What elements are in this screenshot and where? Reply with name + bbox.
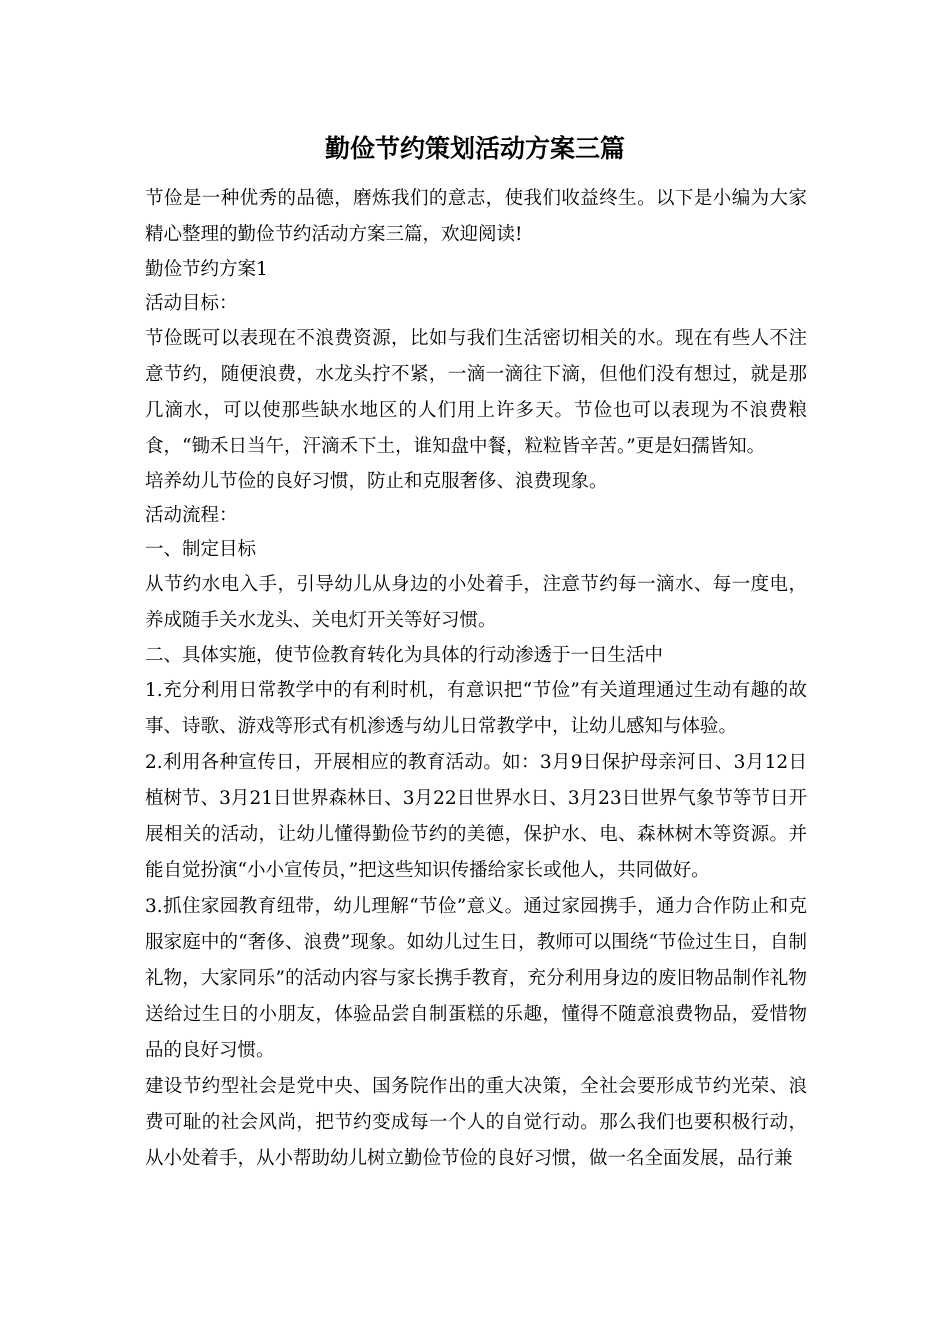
list-heading: 一、制定目标: [145, 539, 257, 560]
subheading-process: 活动流程：: [145, 505, 238, 526]
intro-paragraph: 节俭是一种优秀的品德，磨炼我们的意志，使我们收益终生。以下是小编为大家精心整理的勤俭节约活动方案三篇，欢迎阅读!: [145, 188, 807, 245]
list-item: 3.抓住家园教育纽带，幼儿理解“节俭”意义。通过家园携手，通力合作防止和克服家庭中的“奢侈、浪费”现象。如幼儿过生日，教师可以围绕“节俭过生日，自制礼物，大家同乐”的活动内容与家长携手教育，充分利用身边的废旧物品制作礼物送给过生日的小朋友，体验品尝自制蛋糕的乐趣，懂得不随意浪费物品，爱惜物品的良好习惯。: [145, 896, 807, 1061]
section-heading: 勤俭节约方案1: [145, 259, 268, 280]
document-title: 勤俭节约策划活动方案三篇: [324, 134, 625, 163]
list-item: 1.充分利用日常教学中的有利时机，有意识把“节俭”有关道理通过生动有趣的故事、诗歌、游戏等形式有机渗透与幼儿日常教学中，让幼儿感知与体验。: [145, 680, 807, 737]
body-paragraph: 建设节约型社会是党中央、国务院作出的重大决策，全社会要形成节约光荣、浪费可耻的社会风尚，把节约变成每一个人的自觉行动。那么我们也要积极行动，从小处着手，从小帮助幼儿树立勤俭节俭的良好习惯，做一名全面发展，品行兼: [145, 1076, 807, 1169]
list-heading: 二、具体实施，使节俭教育转化为具体的行动渗透于一日生活中: [145, 645, 664, 666]
list-item: 2.利用各种宣传日，开展相应的教育活动。如：3月9日保护母亲河日、3月12日植树节、3月21日世界森林日、3月22日世界水日、3月23日世界气象节等节日开展相关的活动，让幼儿懂得勤俭节约的美德，保护水、电、森林树木等资源。并能自觉扮演“小小宣传员，”把这些知识传播给家长或他人，共同做好。: [145, 752, 807, 881]
body-paragraph: 从节约水电入手，引导幼儿从身边的小处着手，注意节约每一滴水、每一度电，养成随手关水龙头、关电灯开关等好习惯。: [145, 574, 807, 631]
body-paragraph: 培养幼儿节俭的良好习惯，防止和克服奢侈、浪费现象。: [145, 471, 608, 492]
document-body: [145, 181, 807, 1177]
body-paragraph: 节俭既可以表现在不浪费资源，比如与我们生活密切相关的水。现在有些人不注意节约，随便浪费，水龙头拧不紧，一滴一滴往下滴，但他们没有想过，就是那几滴水，可以使那些缺水地区的人们用上许多天。节俭也可以表现为不浪费粮食，“锄禾日当午，汗滴禾下土，谁知盘中餐，粒粒皆辛苦。”更是妇孺皆知。: [145, 328, 807, 457]
subheading-goals: 活动目标：: [145, 293, 238, 314]
